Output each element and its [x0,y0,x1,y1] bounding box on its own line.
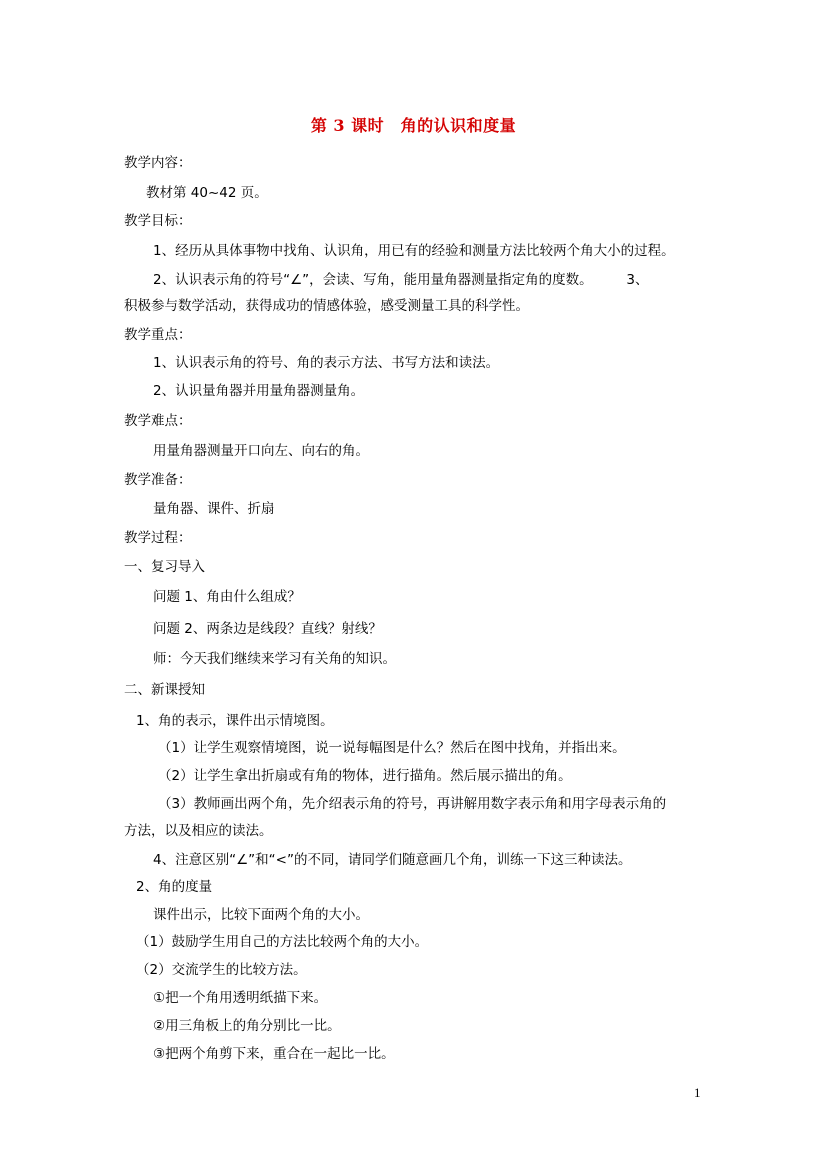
paragraph: （2）让学生拿出折扇或有角的物体，进行描角。然后展示描出的角。 [158,768,572,784]
paragraph: 4、注意区别“∠”和“<”的不同，请同学们随意画几个角，训练一下这三种读法。 [153,852,632,868]
paragraph: 1、经历从具体事物中找角、认识角，用已有的经验和测量方法比较两个角大小的过程。 [153,243,675,259]
paragraph: 方法，以及相应的读法。 [124,823,273,839]
paragraph: 用量角器测量开口向左、向右的角。 [153,443,369,459]
paragraph: 1、认识表示角的符号、角的表示方法、书写方法和读法。 [153,355,500,371]
paragraph: 课件出示，比较下面两个角的大小。 [153,907,369,923]
paragraph: 问题 2、两条边是线段？直线？射线？ [153,621,382,637]
paragraph: 量角器、课件、折扇 [153,501,275,517]
paragraph: （2）交流学生的比较方法。 [136,962,307,978]
paragraph: 2、认识量角器并用量角器测量角。 [153,383,365,399]
paragraph: ①把一个角用透明纸描下来。 [153,990,328,1006]
section-heading-difficulties: 教学难点： [124,413,192,429]
paragraph: 积极参与数学活动，获得成功的情感体验，感受测量工具的科学性。 [124,298,529,314]
lesson-title: 第 3 课时 角的认识和度量 [310,116,517,135]
paragraph: （1）让学生观察情境图，说一说每幅图是什么？然后在图中找角，并指出来。 [158,740,626,756]
paragraph: （1）鼓励学生用自己的方法比较两个角的大小。 [136,934,429,950]
section-heading-process: 教学过程： [124,530,192,546]
page-number: 1 [694,1085,701,1100]
section-heading-goals: 教学目标： [124,213,192,229]
paragraph: ②用三角板上的角分别比一比。 [153,1018,341,1034]
paragraph: 1、角的表示，课件出示情境图。 [136,713,334,729]
section-heading-content: 教学内容： [124,155,192,171]
section-heading-preparation: 教学准备： [124,472,192,488]
paragraph: ③把两个角剪下来，重合在一起比一比。 [153,1046,395,1062]
paragraph: 问题 1、角由什么组成？ [153,589,301,605]
section-heading-key-points: 教学重点： [124,327,192,343]
paragraph: 2、认识表示角的符号“∠”，会读、写角，能用量角器测量指定角的度数。 3、 [153,272,649,288]
paragraph: （3）教师画出两个角，先介绍表示角的符号，再讲解用数字表示角和用字母表示角的 [158,796,667,812]
paragraph: 2、角的度量 [136,879,213,895]
subsection-heading: 二、新课授知 [124,682,205,698]
paragraph: 师：今天我们继续来学习有关角的知识。 [153,651,396,667]
subsection-heading: 一、复习导入 [124,559,205,575]
paragraph: 教材第 40~42 页。 [146,185,268,201]
